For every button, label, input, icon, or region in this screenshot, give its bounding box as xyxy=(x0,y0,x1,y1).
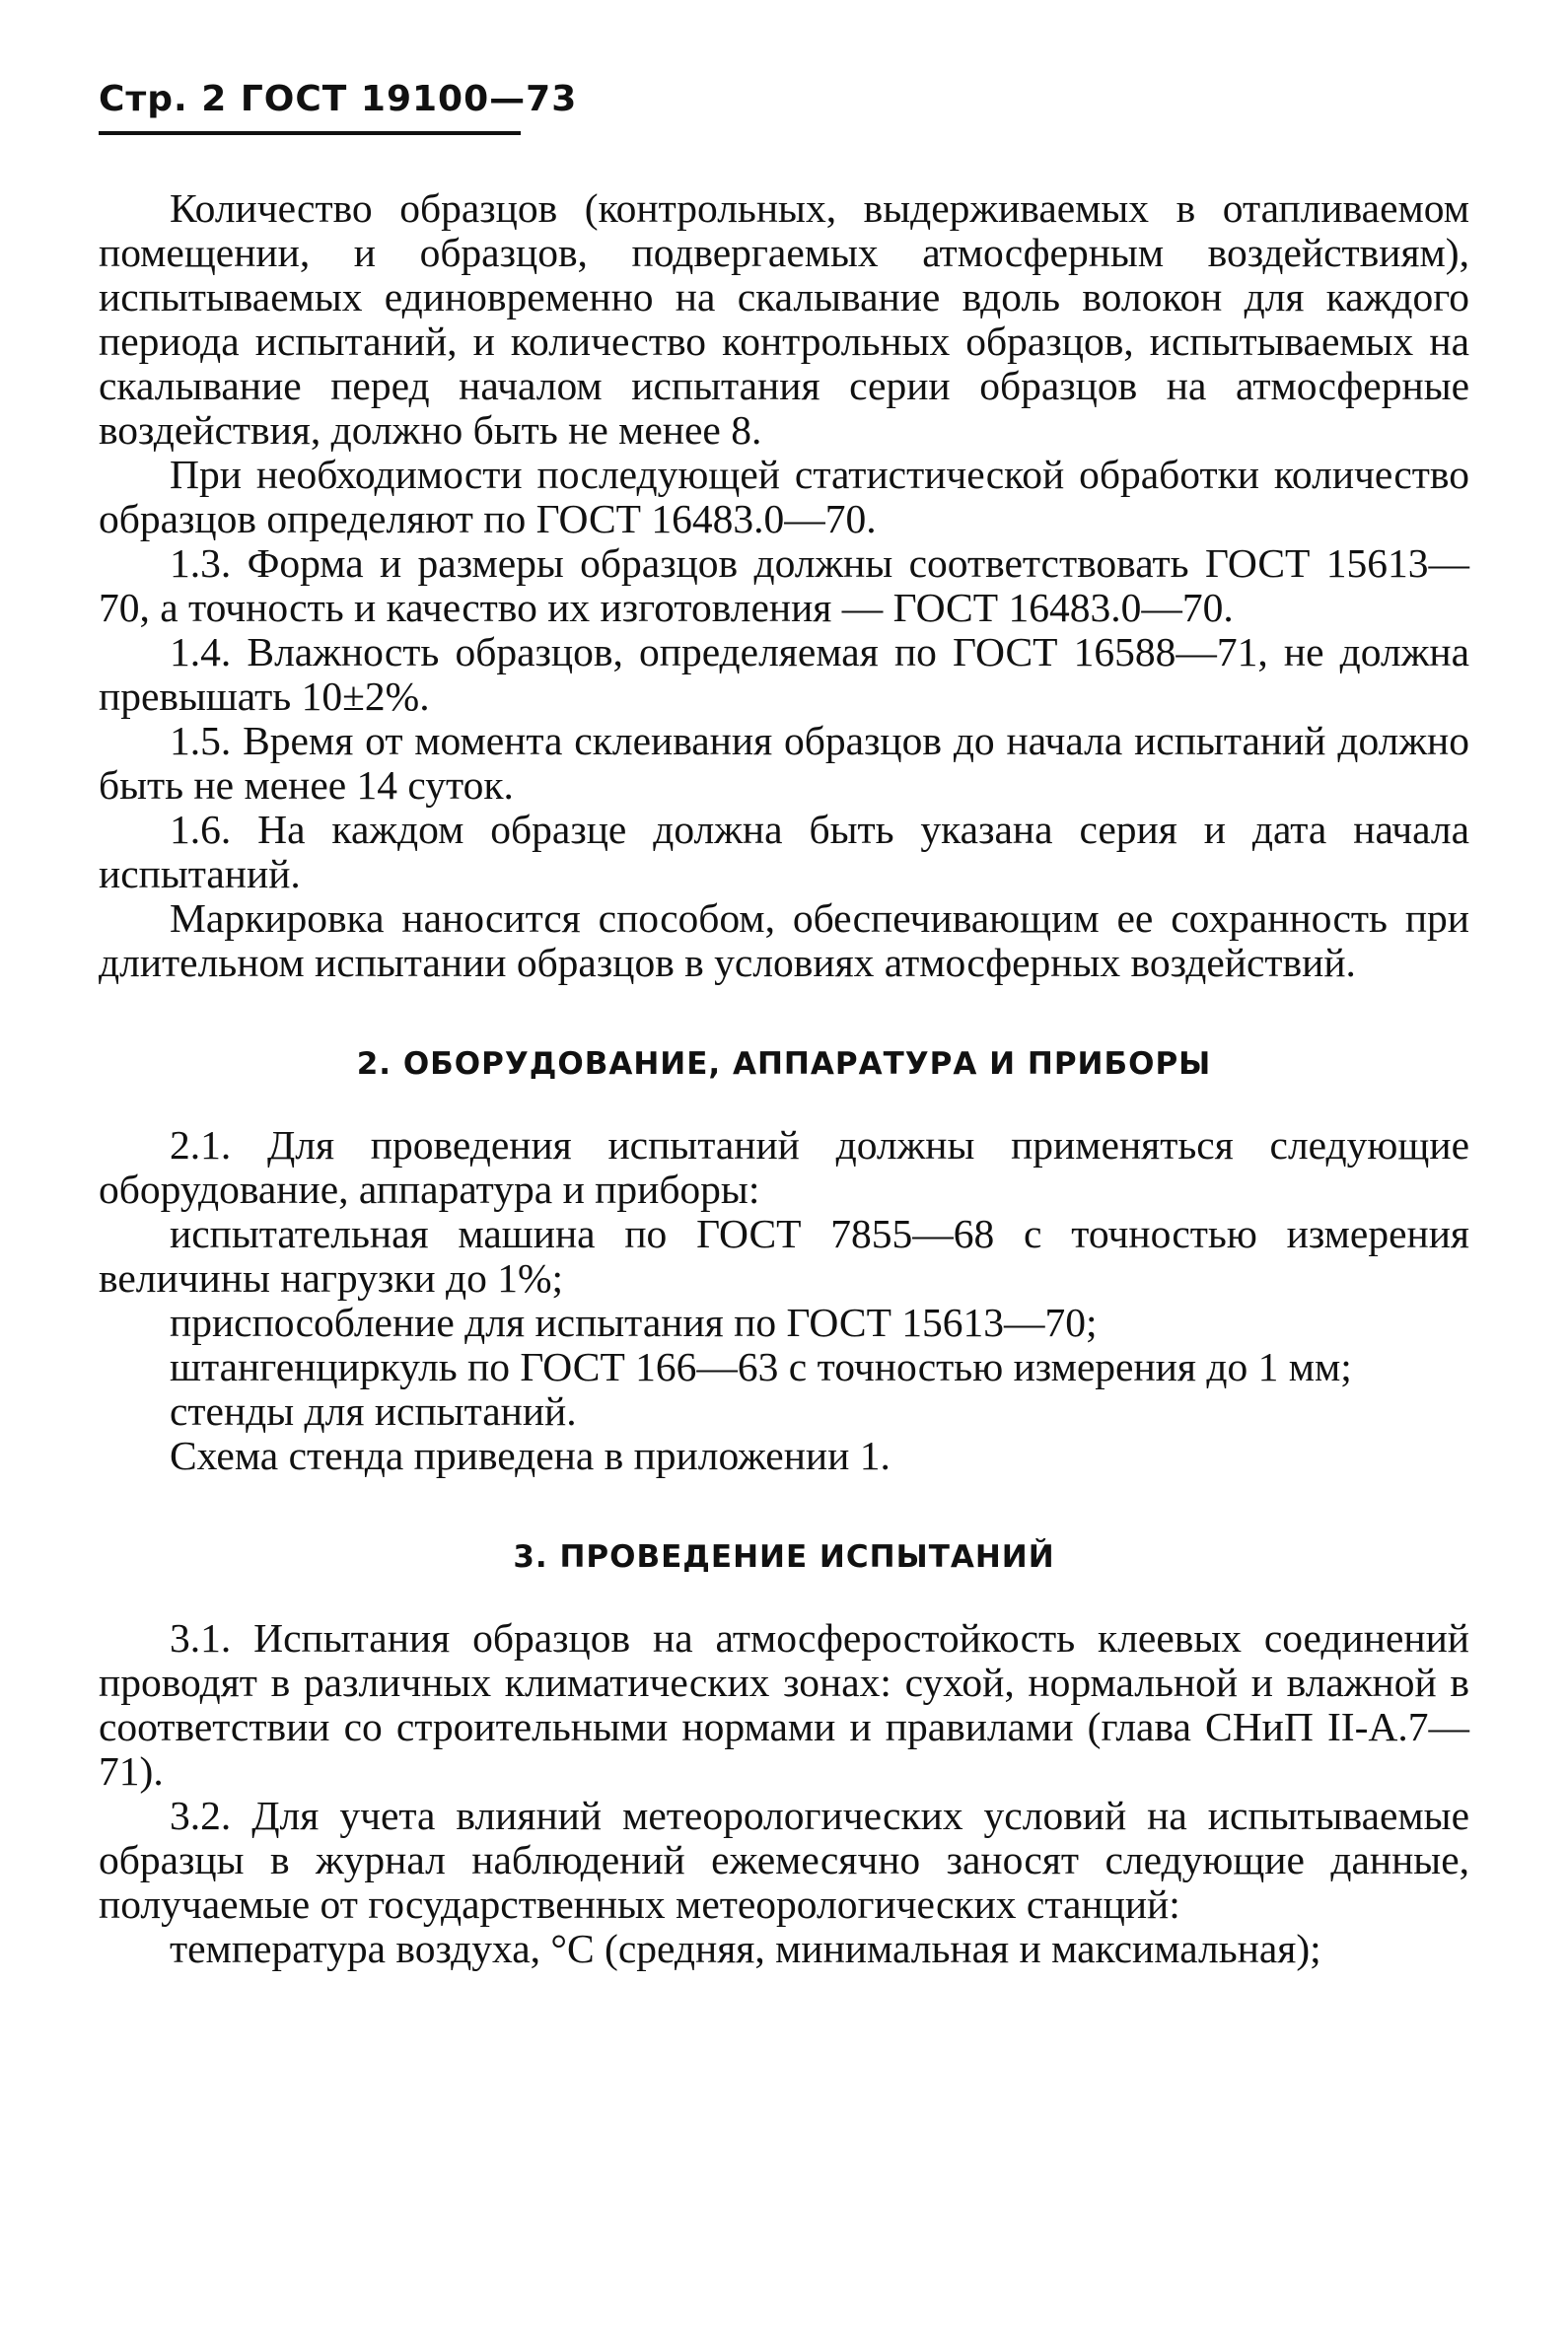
document-page xyxy=(99,79,1469,1971)
paragraph-marking: Маркировка наносится способом, обеспечивающим ее сохранность при длительном испытании образцов в условиях атмосферных воздействий. xyxy=(99,895,1469,985)
paragraph-air-temperature: температура воздуха, °С (средняя, минимальная и максимальная); xyxy=(170,1926,1321,1971)
paragraph-2-1: 2.1. Для проведения испытаний должны применяться следующие оборудование, аппаратура и приборы: xyxy=(99,1122,1469,1212)
paragraph-3-2: 3.2. Для учета влияний метеорологических условий на испытываемые образцы в журнал наблюдений ежемесячно заносят следующие данные, получаемые от государственных метеорологических станций: xyxy=(99,1793,1469,1927)
paragraph-1-6: 1.6. На каждом образце должна быть указана серия и дата начала испытаний. xyxy=(99,807,1469,896)
paragraph-sample-count: Количество образцов (контрольных, выдерживаемых в отапливаемом помещении, и образцов, подвергаемых атмосферным воздействиям), испытываемых единовременно на скалывание вдоль волокон для каждого периода испытаний, и количество контрольных образцов, испытываемых на скалывание перед началом испытания серии образцов на атмосферные воздействия, должно быть не менее 8. xyxy=(99,185,1469,453)
paragraph-statistical-processing: При необходимости последующей статистической обработки количество образцов определяют по ГОСТ 16483.0—70. xyxy=(99,452,1469,541)
paragraph-stand-scheme: Схема стенда приведена в приложении 1. xyxy=(170,1433,891,1478)
section-3-title: 3. ПРОВЕДЕНИЕ ИСПЫТАНИЙ xyxy=(513,1539,1055,1575)
header-underline xyxy=(99,131,521,135)
paragraph-1-5: 1.5. Время от момента склеивания образцов до начала испытаний должно быть не менее 14 суток. xyxy=(99,718,1469,808)
paragraph-caliper: штангенциркуль по ГОСТ 166—63 с точностью измерения до 1 мм; xyxy=(170,1344,1352,1389)
paragraph-stands: стенды для испытаний. xyxy=(170,1388,577,1434)
paragraph-3-1: 3.1. Испытания образцов на атмосферостойкость клеевых соединений проводят в различных климатических зонах: сухой, нормальной и влажной в соответствии со строительными нормами и правилами (глава СНиП II-А.7—71). xyxy=(99,1615,1469,1794)
page-header: Стр. 2 ГОСТ 19100—73 xyxy=(99,79,578,119)
paragraph-testing-machine: испытательная машина по ГОСТ 7855—68 с точностью измерения величины нагрузки до 1%; xyxy=(99,1211,1469,1301)
paragraph-1-4: 1.4. Влажность образцов, определяемая по ГОСТ 16588—71, не должна превышать 10±2%. xyxy=(99,629,1469,719)
paragraph-fixture: приспособление для испытания по ГОСТ 15613—70; xyxy=(170,1300,1098,1345)
paragraph-1-3: 1.3. Форма и размеры образцов должны соответствовать ГОСТ 15613—70, а точность и качество их изготовления — ГОСТ 16483.0—70. xyxy=(99,540,1469,630)
section-2-title: 2. ОБОРУДОВАНИЕ, АППАРАТУРА И ПРИБОРЫ xyxy=(356,1046,1212,1082)
